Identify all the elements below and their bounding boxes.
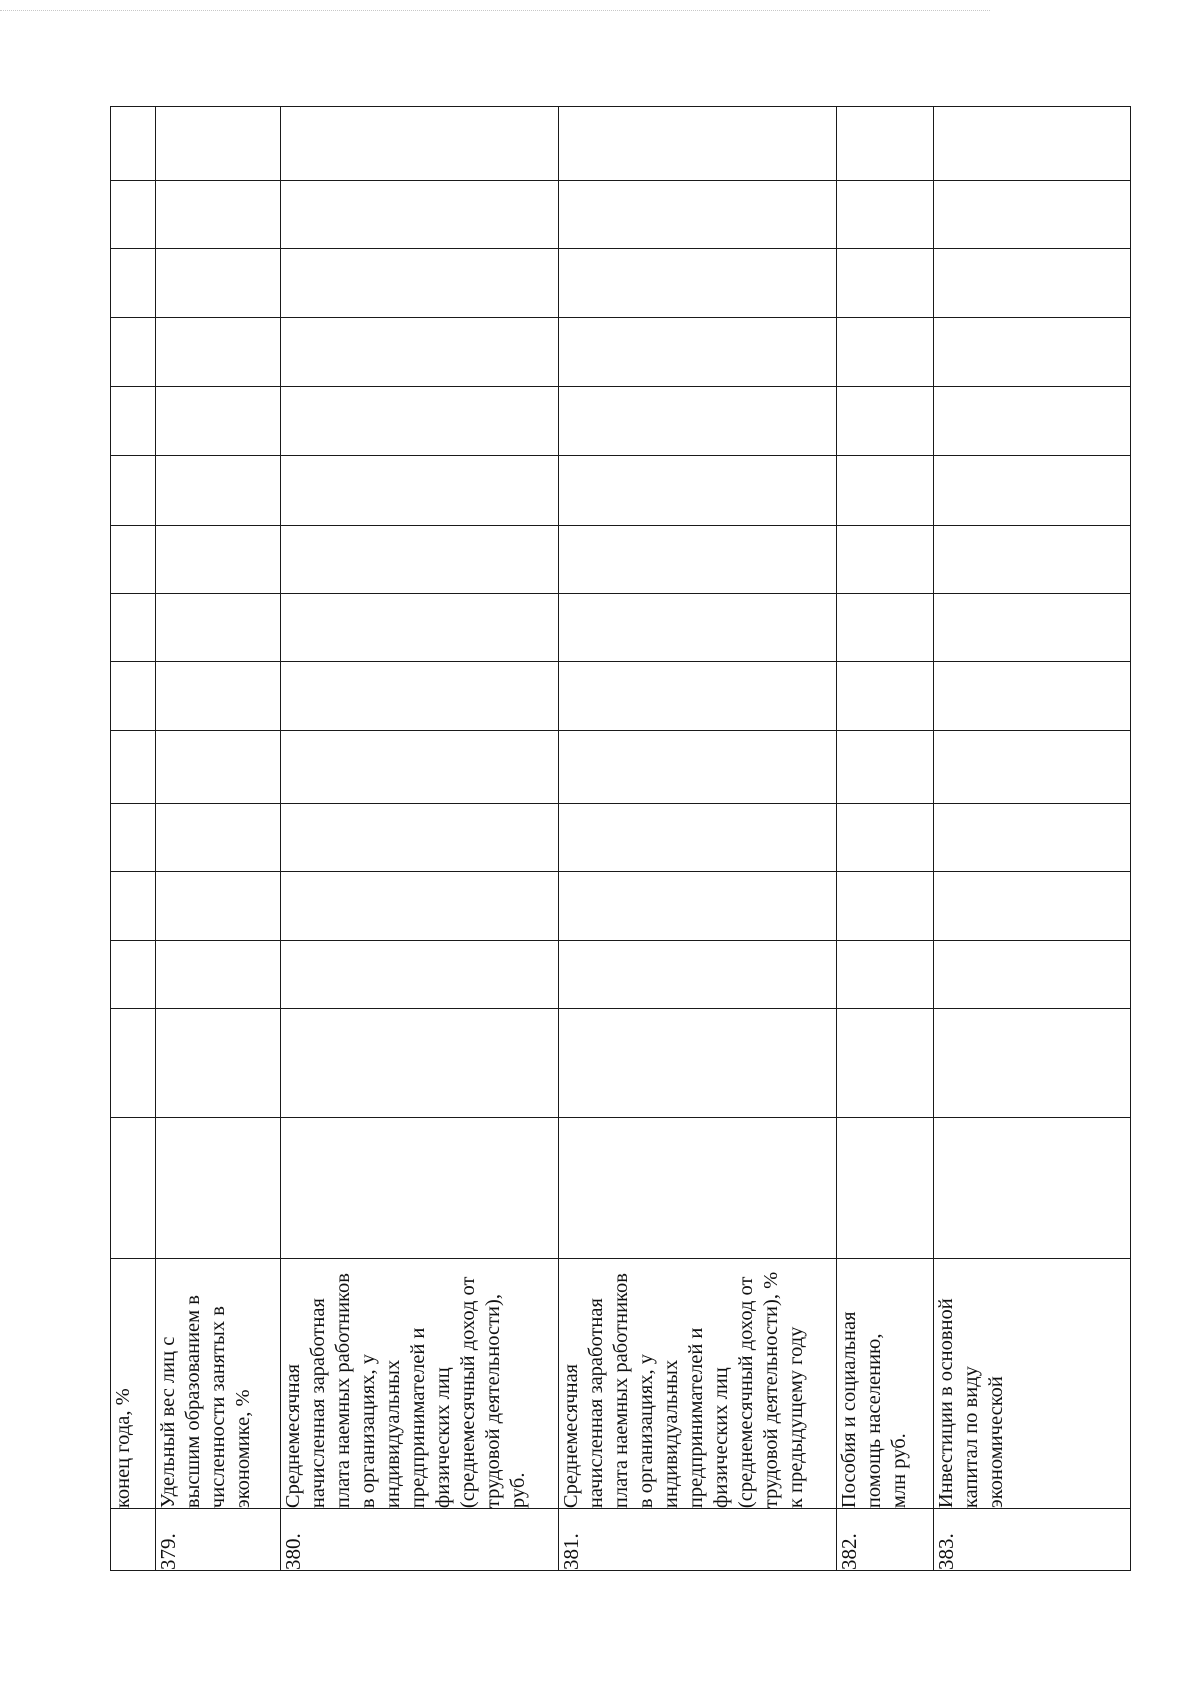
value-cell [559, 181, 837, 249]
value-cell [281, 455, 559, 525]
table-row [156, 107, 281, 1571]
value-cell [559, 455, 837, 525]
value-cell [934, 317, 1131, 387]
value-cell [156, 803, 281, 871]
value-cell [281, 107, 559, 181]
value-cell [559, 662, 837, 730]
value-cell [111, 317, 156, 387]
value-cell [156, 181, 281, 249]
value-cell [837, 593, 934, 661]
value-cell [837, 730, 934, 803]
value-cell [281, 730, 559, 803]
indicator-label: Среднемесячная начисленная заработная плата наемных работников в организациях, у индивидуальных предпринимателей и физических лиц (среднемесячный доход от трудовой деятельности), % к предыдущему году [559, 1259, 837, 1509]
scan-edge-line [0, 10, 990, 11]
value-cell [934, 730, 1131, 803]
value-cell [281, 593, 559, 661]
row-number: 381. [559, 1509, 837, 1571]
value-cell [111, 662, 156, 730]
value-cell [934, 387, 1131, 455]
indicator-label: Среднемесячная начисленная заработная плата наемных работников в организациях, у индивидуальных предпринимателей и физических лиц (среднемесячный доход от трудовой деятельности), руб. [281, 1259, 559, 1509]
indicator-label: конец года, % [111, 1259, 156, 1509]
value-cell [281, 317, 559, 387]
value-cell [156, 1009, 281, 1118]
table-row [281, 107, 559, 1571]
value-cell [837, 872, 934, 940]
value-cell [559, 249, 837, 317]
value-cell [837, 455, 934, 525]
value-cell [837, 525, 934, 593]
indicators-table [110, 106, 1131, 1571]
value-cell [837, 940, 934, 1008]
row-number: 379. [156, 1509, 281, 1571]
value-cell [281, 940, 559, 1008]
value-cell [111, 872, 156, 940]
value-cell [934, 803, 1131, 871]
table-row [111, 107, 156, 1571]
value-cell [281, 387, 559, 455]
value-cell [559, 1009, 837, 1118]
value-cell [281, 181, 559, 249]
value-cell [559, 940, 837, 1008]
value-cell [281, 1009, 559, 1118]
table-row [559, 107, 837, 1571]
value-cell [559, 803, 837, 871]
value-cell [837, 387, 934, 455]
value-cell [934, 593, 1131, 661]
value-cell [111, 107, 156, 181]
value-cell [111, 1117, 156, 1258]
value-cell [934, 107, 1131, 181]
value-cell [934, 455, 1131, 525]
value-cell [934, 1009, 1131, 1118]
value-cell [111, 803, 156, 871]
value-cell [156, 387, 281, 455]
value-cell [837, 181, 934, 249]
row-number: 383. [934, 1509, 1131, 1571]
value-cell [111, 730, 156, 803]
value-cell [111, 1009, 156, 1118]
value-cell [156, 593, 281, 661]
value-cell [281, 525, 559, 593]
row-number [111, 1509, 156, 1571]
indicator-label: Удельный вес лиц с высшим образованием в численности занятых в экономике, % [156, 1259, 281, 1509]
value-cell [559, 872, 837, 940]
value-cell [837, 107, 934, 181]
value-cell [156, 940, 281, 1008]
value-cell [111, 387, 156, 455]
value-cell [111, 181, 156, 249]
value-cell [837, 1009, 934, 1118]
value-cell [156, 317, 281, 387]
value-cell [156, 107, 281, 181]
value-cell [111, 455, 156, 525]
value-cell [934, 662, 1131, 730]
value-cell [281, 872, 559, 940]
indicator-label: Пособия и социальная помощь населению, млн руб. [837, 1259, 934, 1509]
value-cell [559, 525, 837, 593]
value-cell [281, 803, 559, 871]
row-number: 380. [281, 1509, 559, 1571]
value-cell [156, 249, 281, 317]
value-cell [156, 455, 281, 525]
table-row [837, 107, 934, 1571]
value-cell [156, 662, 281, 730]
value-cell [934, 249, 1131, 317]
value-cell [156, 872, 281, 940]
value-cell [559, 593, 837, 661]
table-row [934, 107, 1131, 1571]
value-cell [559, 1117, 837, 1258]
rotated-page [110, 106, 1130, 1571]
value-cell [111, 940, 156, 1008]
value-cell [281, 662, 559, 730]
value-cell [837, 1117, 934, 1258]
value-cell [934, 181, 1131, 249]
value-cell [111, 593, 156, 661]
indicator-label: Инвестиции в основной капитал по виду экономической [934, 1259, 1131, 1509]
value-cell [156, 1117, 281, 1258]
value-cell [837, 249, 934, 317]
value-cell [559, 387, 837, 455]
value-cell [156, 525, 281, 593]
value-cell [559, 730, 837, 803]
value-cell [934, 940, 1131, 1008]
value-cell [934, 525, 1131, 593]
value-cell [837, 803, 934, 871]
value-cell [111, 249, 156, 317]
value-cell [281, 249, 559, 317]
value-cell [837, 662, 934, 730]
value-cell [934, 1117, 1131, 1258]
value-cell [934, 872, 1131, 940]
value-cell [559, 107, 837, 181]
value-cell [111, 525, 156, 593]
value-cell [837, 317, 934, 387]
row-number: 382. [837, 1509, 934, 1571]
value-cell [156, 730, 281, 803]
value-cell [281, 1117, 559, 1258]
value-cell [559, 317, 837, 387]
